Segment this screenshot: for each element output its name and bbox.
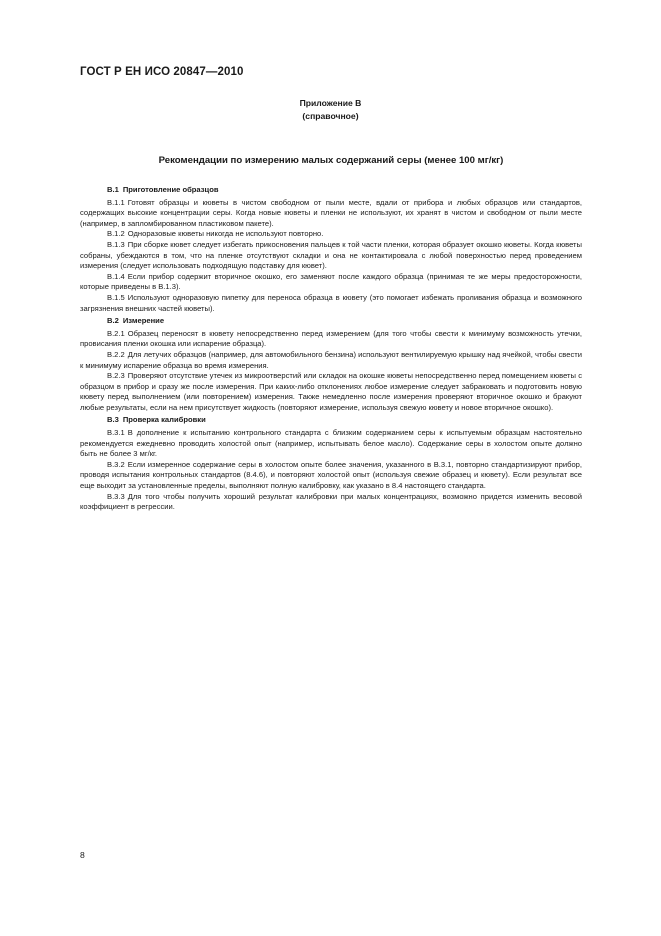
section-b3 [80, 415, 582, 512]
paragraph [80, 350, 582, 371]
document-body [80, 183, 582, 513]
paragraph-number: В.1.1 [107, 197, 125, 207]
section-heading [107, 415, 582, 426]
paragraph-number: В.2.2 [107, 349, 125, 359]
paragraph-text: Для того чтобы получить хороший результат калибровки при малых концентрациях, возможно придется изменить весовой коэффициент в регрессии. [80, 491, 582, 512]
paragraph [80, 329, 582, 350]
section-b1 [80, 185, 582, 314]
paragraph-text: Если прибор содержит вторичное окошко, его заменяют после каждого образца (принимая те же меры предосторожности, которые приведены в В.1.3). [80, 271, 582, 292]
paragraph-number: В.2.3 [107, 371, 125, 381]
paragraph [80, 293, 582, 314]
paragraph [80, 240, 582, 272]
paragraph [80, 371, 582, 413]
paragraph-text: Проверяют отсутствие утечек из микроотверстий или складок на окошке кюветы непосредственно перед помещением кюветы с образцом в прибор и сразу же после измерения. При каких-либо отклонениях любое измерение следует забраковать и подготовить новую кювету перед выполнением (или повторением) измерения. Также немедленно после измерения проверяют вторичное окошко и бракуют любые результаты, если на нем присутствует жидкость (повторяют измерение, используя свежую кювету и новое вторичное окошко). [80, 371, 582, 412]
paragraph-number: В.1.2 [107, 229, 125, 239]
section-title: Приготовление образцов [122, 185, 219, 194]
paragraph-text: В дополнение к испытанию контрольного стандарта с близким содержанием серы к испытуемым образцам настоятельно рекомендуется ежедневно проводить холостой опыт (например, испытывать белое масло). Содержание серы в холостом опыте должно быть не более 3 мг/кг. [80, 428, 582, 459]
document-header: ГОСТ Р ЕН ИСО 20847—2010 [80, 66, 244, 78]
paragraph [80, 460, 582, 492]
paragraph-text: При сборке кювет следует избегать прикосновения пальцев к той части пленки, которая образует окошко кюветы. Когда кюветы собраны, убеждаются в том, что на пленке отсутствуют складки и она не контактировала с любой поверхностью перед проведением измерения (следует использовать подходящую подставку для кювет). [80, 239, 582, 271]
paragraph-number: В.3.3 [107, 491, 125, 501]
annex-heading [0, 97, 661, 122]
section-title: Измерение [122, 316, 165, 326]
paragraph-text: Готовят образцы и кюветы в чистом свободном от пыли месте, вдали от прибора и любых образцов или стандартов, содержащих высокие концентрации серы. Когда новые кюветы и пленки не используют, их хранят в чистом и свободном от пыли месте (например, в запломбированном пластиковом пакете). [80, 197, 582, 228]
paragraph-text: Образец переносят в кювету непосредственно перед измерением (для того чтобы свести к минимуму возможность утечки, провисания пленки окошка или испарение образца). [80, 328, 582, 349]
paragraph [80, 198, 582, 230]
paragraph-number: В.2.1 [107, 328, 125, 338]
paragraph-text: Одноразовые кюветы никогда не используют повторно. [127, 229, 324, 239]
page-number: 8 [80, 850, 85, 860]
paragraph-number: В.1.4 [107, 271, 125, 281]
document-title: Рекомендации по измерению малых содержаний серы (менее 100 мг/кг) [158, 155, 504, 166]
section-heading [107, 185, 582, 196]
section-number: В.2 [107, 316, 119, 326]
section-heading [107, 316, 582, 327]
paragraph-number: В.1.3 [107, 239, 125, 249]
annex-title: Приложение В [299, 98, 362, 108]
paragraph-number: В.3.2 [107, 459, 125, 469]
paragraph [80, 492, 582, 513]
paragraph [80, 428, 582, 460]
section-number: В.1 [107, 185, 119, 194]
paragraph-text: Для летучих образцов (например, для автомобильного бензина) используют вентилируемую крышку над ячейкой, чтобы свести к минимуму испарение образца во время измерения. [80, 349, 582, 370]
paragraph-number: В.3.1 [107, 428, 125, 438]
paragraph-text: Используют одноразовую пипетку для переноса образца в кювету (это помогает избежать проливания образца и возможного загрязнения внешних частей кюветы). [80, 292, 582, 313]
section-number: В.3 [107, 415, 119, 425]
paragraph-number: В.1.5 [107, 292, 125, 302]
paragraph-text: Если измеренное содержание серы в холостом опыте более значения, указанного в В.3.1, повторно стандартизируют прибор, проводя испытания контрольных стандартов (8.4.6), и повторяют холостой опыт (используя свежие образец и кювету). Если результат все еще выходит за установленные пределы, выполняют полную калибровку, как указано в 8.4 настоящего стандарта. [80, 459, 582, 491]
annex-subtitle: (справочное) [302, 110, 359, 121]
section-b2 [80, 316, 582, 413]
section-title: Проверка калибровки [122, 415, 206, 425]
paragraph [80, 229, 582, 240]
paragraph [80, 272, 582, 293]
